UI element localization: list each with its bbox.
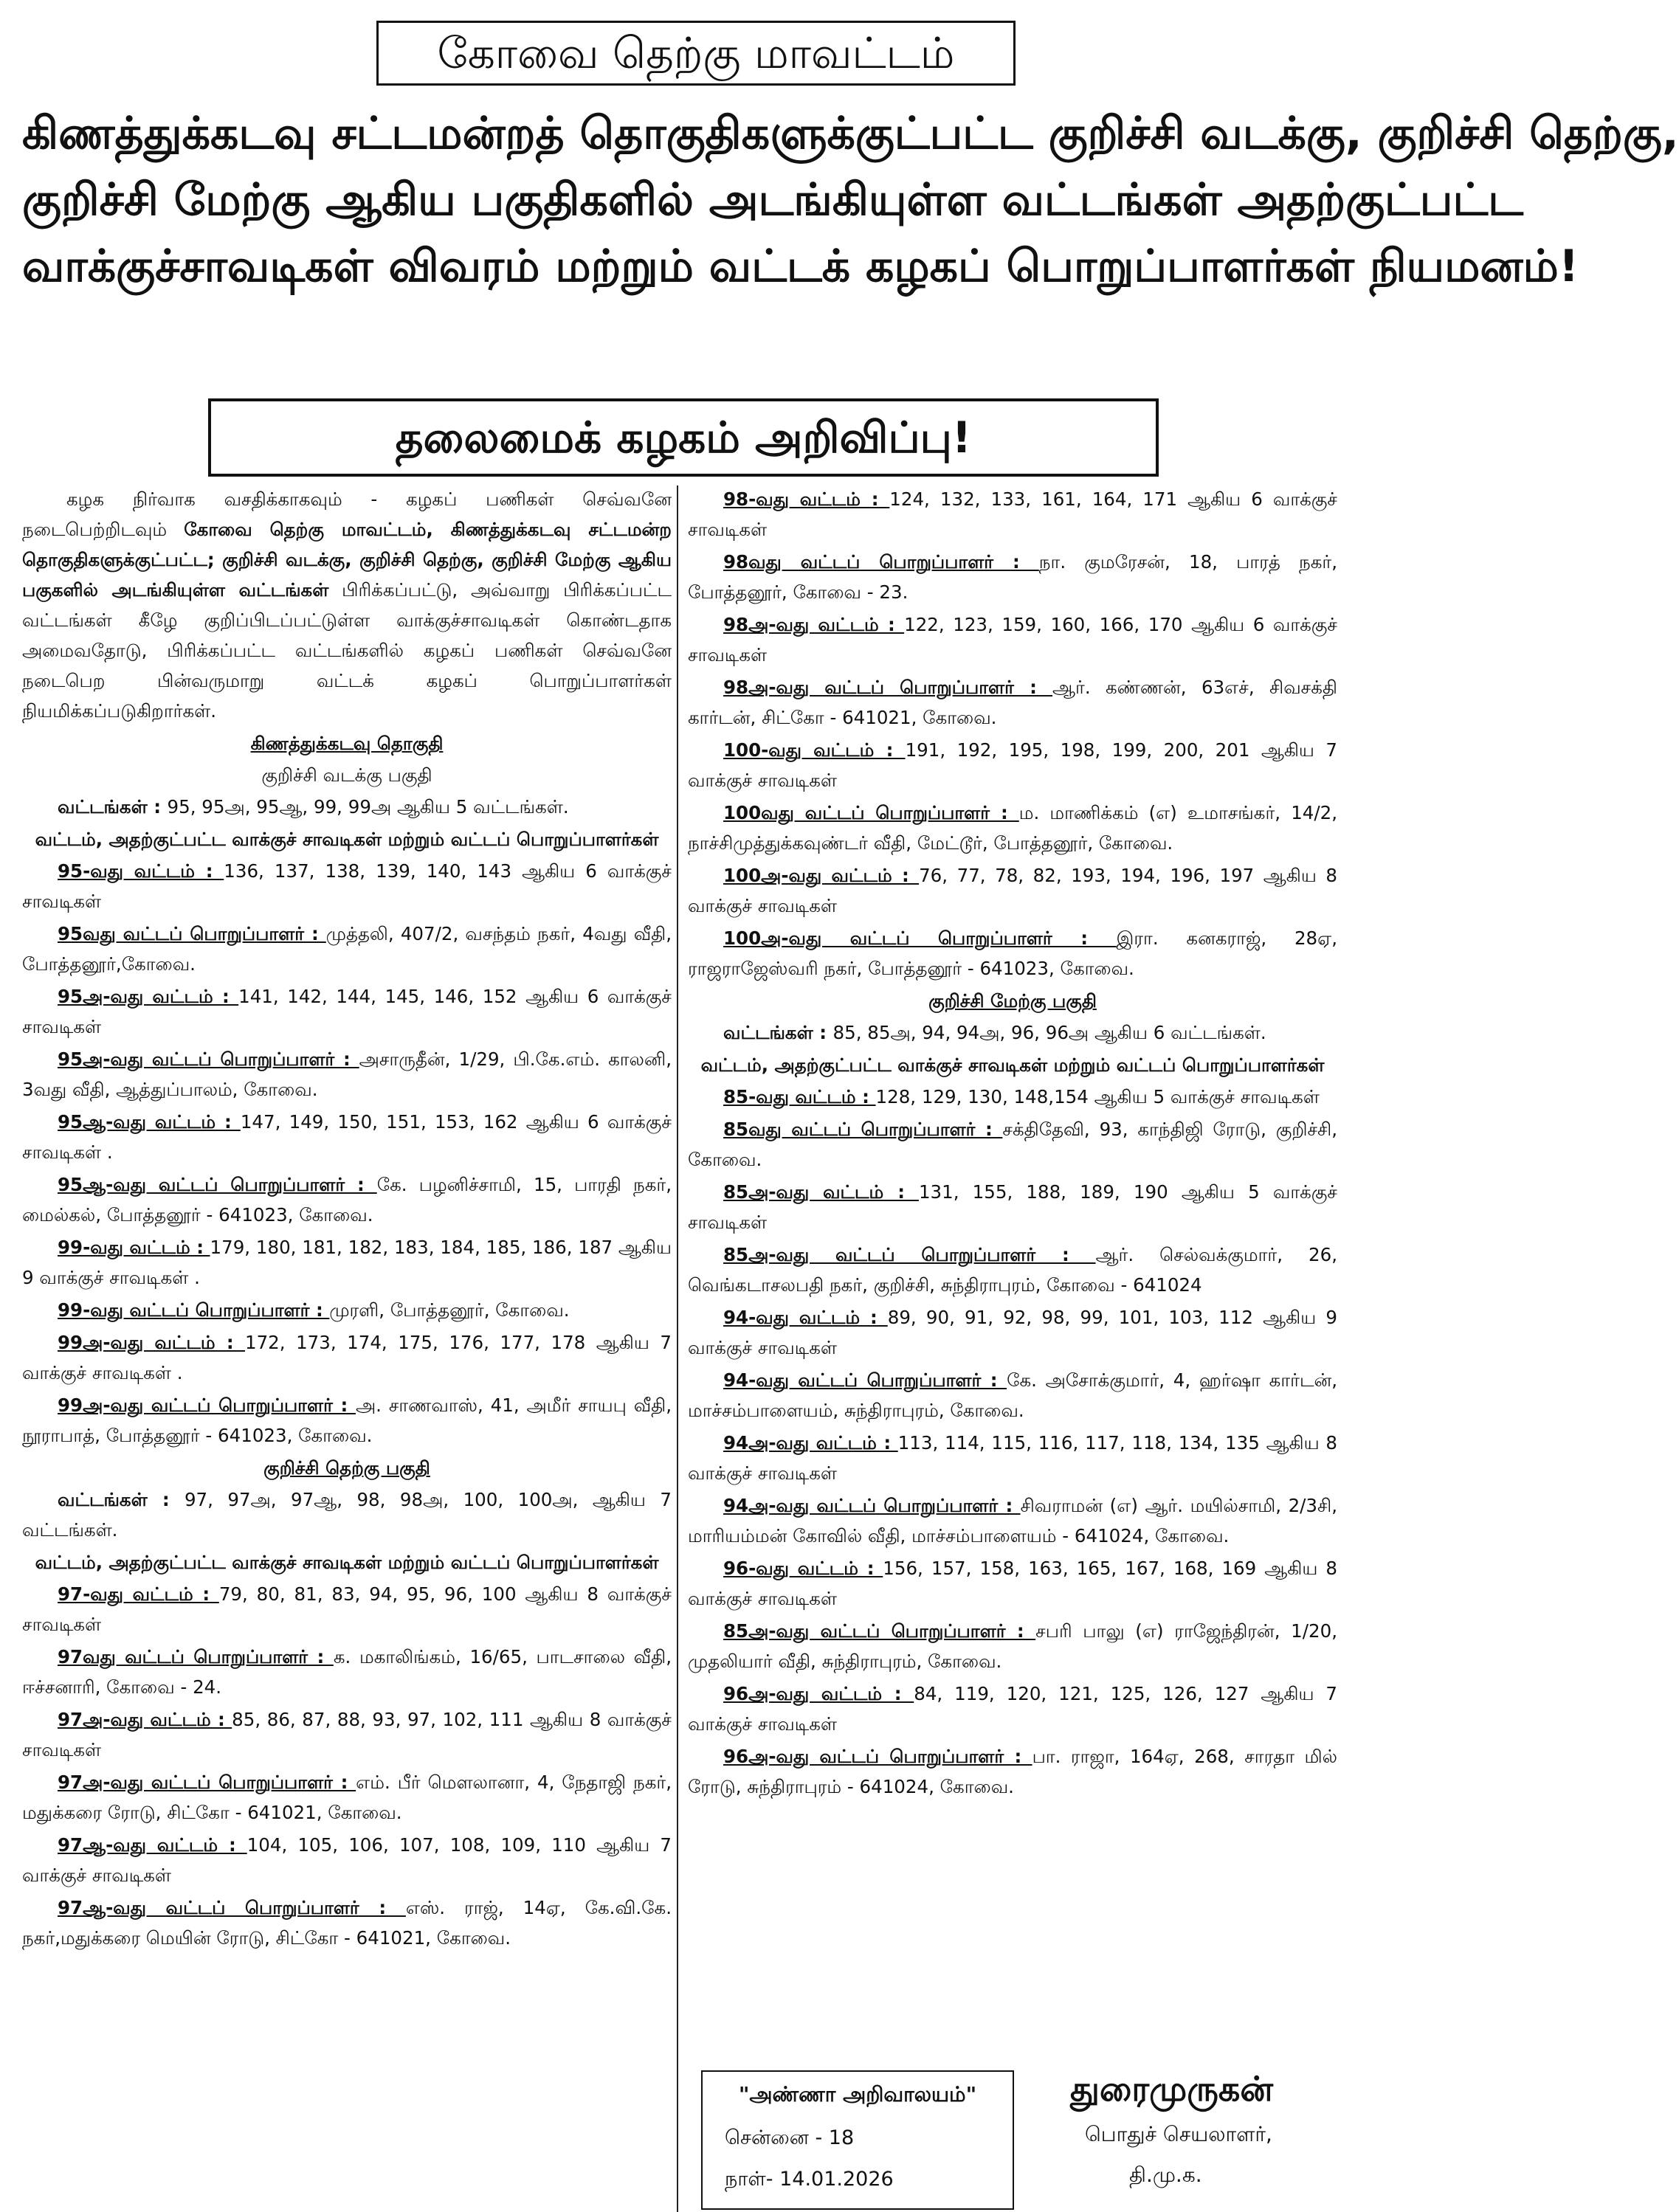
ward-entry-text: எம். பீர் மௌலானா, 4, நேதாஜி நகர், மதுக்கரை ரோடு, சிட்கோ - 641021, கோவை. <box>22 1772 672 1823</box>
ward-entry-label: 85அ-வது வட்டப் பொறுப்பாளர் : <box>723 1244 1096 1265</box>
wards-west <box>688 1017 1337 1048</box>
wards-south <box>22 1485 672 1545</box>
intro-text-c: பிரிக்கப்பட்டு, அவ்வாறு பிரிக்கப்பட்ட வட்டங்கள் கீழே குறிப்பிடப்பட்டுள்ள வாக்குச்சாவடிகள் கொண்டதாக அமைவதோடு, பிரிக்கப்பட்ட வட்டங்களில் கழகப் பணிகள் செவ்வனே நடைபெற பின்வருமாறு வட்டக் கழகப் பொறுப்பாளர்கள் நியமிக்கப்படுகிறார்கள். <box>22 579 672 722</box>
ward-entry-label: 100வது வட்டப் பொறுப்பாளர் : <box>723 802 1019 823</box>
subheading: வட்டம், அதற்குட்பட்ட வாக்குச் சாவடிகள் மற்றும் வட்டப் பொறுப்பாளர்கள் <box>35 829 659 850</box>
ward-entry <box>688 860 1337 921</box>
ward-entry <box>22 981 672 1042</box>
column-divider <box>677 485 678 2212</box>
ward-entry-text: 147, 149, 150, 151, 153, 162 ஆகிய 6 வாக்குச் சாவடிகள் . <box>22 1111 672 1163</box>
wards-label: வட்டங்கள் : <box>723 1022 833 1043</box>
ward-entry-label: 95வது வட்டப் பொறுப்பாளர் : <box>58 923 326 944</box>
ward-entry <box>688 1679 1337 1739</box>
ward-entry <box>22 1893 672 1953</box>
ward-entry-text: முரளி, போத்தனூர், கோவை. <box>329 1299 570 1321</box>
ward-entry-text: எஸ். ராஜ், 14ஏ, கே.வி.கே. நகர்,மதுக்கரை மெயின் ரோடு, சிட்கோ - 641021, கோவை. <box>22 1897 672 1949</box>
ward-entry <box>688 547 1337 607</box>
ward-entry-label: 100அ-வது வட்டம் : <box>723 865 920 886</box>
area-heading-north: குறிச்சி வடக்கு பகுதி <box>261 764 432 786</box>
ward-list-west <box>688 1082 1337 1802</box>
ward-entry-text: அசாருதீன், 1/29, பி.கே.எம். காலனி, 3வது வீதி, ஆத்துப்பாலம், கோவை. <box>22 1048 672 1100</box>
ward-entry-label: 100-வது வட்டம் : <box>723 739 906 761</box>
ward-entry <box>22 1642 672 1702</box>
ward-entry-label: 99-வது வட்டப் பொறுப்பாளர் : <box>58 1299 330 1321</box>
ward-entry-label: 99அ-வது வட்டம் : <box>58 1332 245 1353</box>
ward-entry <box>22 1169 672 1230</box>
ward-entry-label: 97ஆ-வது வட்டப் பொறுப்பாளர் : <box>58 1897 406 1918</box>
ward-entry-label: 95-வது வட்டம் : <box>58 860 224 882</box>
constituency-heading: கிணத்துக்கடவு தொகுதி <box>250 733 444 754</box>
ward-entry-text: 89, 90, 91, 92, 98, 99, 101, 103, 112 ஆகிய 9 வாக்குச் சாவடிகள் <box>688 1307 1337 1358</box>
ward-entry-text: 79, 80, 81, 83, 94, 95, 96, 100 ஆகிய 8 வாக்குச் சாவடிகள் <box>22 1583 672 1635</box>
ward-entry <box>688 609 1337 670</box>
ward-entry-label: 96அ-வது வட்டம் : <box>723 1683 914 1704</box>
ward-entry <box>22 1830 672 1890</box>
ward-entry <box>22 1390 672 1451</box>
ward-entry-text: 76, 77, 78, 82, 193, 194, 196, 197 ஆகிய 8 வாக்குச் சாவடிகள் <box>688 865 1338 916</box>
ward-entry-label: 97அ-வது வட்டப் பொறுப்பாளர் : <box>58 1772 356 1793</box>
ward-entry <box>22 1107 672 1167</box>
ward-entry-text: கே. பழனிச்சாமி, 15, பாரதி நகர், மைல்கல், போத்தனூர் - 641023, கோவை. <box>22 1174 672 1226</box>
intro-paragraph <box>22 484 672 726</box>
ward-entry <box>688 672 1337 733</box>
ward-entry-text: ஆர். செல்வக்குமார், 26, வெங்கடாசலபதி நகர், குறிச்சி, சுந்திராபுரம், கோவை - 641024 <box>688 1244 1338 1296</box>
ward-entry-label: 95அ-வது வட்டம் : <box>58 986 239 1007</box>
office-city: சென்னை - 18 <box>725 2126 855 2149</box>
ward-entry-label: 96அ-வது வட்டப் பொறுப்பாளர் : <box>723 1746 1032 1767</box>
ward-entry-text: அ. சாணவாஸ், 41, அமீர் சாயபு வீதி, நூராபாத், போத்தனூர் - 641023, கோவை. <box>22 1394 672 1446</box>
wards-text: 95, 95அ, 95ஆ, 99, 99அ ஆகிய 5 வட்டங்கள். <box>167 796 569 818</box>
headline-line-2: குறிச்சி மேற்கு ஆகிய பகுதிகளில் அடங்கியுள்ள வட்டங்கள் அதற்குட்பட்ட <box>22 174 1523 226</box>
ward-entry-text: கே. அசோக்குமார், 4, ஹர்ஷா கார்டன், மாச்சம்பாளையம், சுந்திராபுரம், கோவை. <box>688 1369 1337 1421</box>
ward-entry-label: 97அ-வது வட்டம் : <box>58 1709 232 1730</box>
ward-entry-text: இரா. கனகராஜ், 28ஏ, ராஜராஜேஸ்வரி நகர், போத்தனூர் - 641023, கோவை. <box>688 927 1337 979</box>
ward-entry-label: 97-வது வட்டம் : <box>58 1583 219 1605</box>
wards-label: வட்டங்கள் : <box>58 796 168 818</box>
district-title: கோவை தெற்கு மாவட்டம் <box>376 21 1016 86</box>
ward-entry-text: க. மகாலிங்கம், 16/65, பாடசாலை வீதி, ஈச்சனாரி, கோவை - 24. <box>22 1646 672 1698</box>
ward-entry-label: 95அ-வது வட்டப் பொறுப்பாளர் : <box>58 1048 359 1070</box>
signatory-name: துரைமுருகன் <box>1070 2069 1273 2109</box>
area-heading-west: குறிச்சி மேற்கு பகுதி <box>928 990 1097 1012</box>
ward-entry-text: ஆர். கண்ணன், 63எச், சிவசக்தி கார்டன், சிட்கோ - 641021, கோவை. <box>688 677 1337 728</box>
ward-entry <box>688 1082 1337 1112</box>
notice-date: நாள்- 14.01.2026 <box>725 2168 894 2191</box>
ward-entry-text: சிவராமன் (எ) ஆர். மயில்சாமி, 2/3சி, மாரியம்மன் கோவில் வீதி, மாச்சம்பாளையம் - 641024, கோவை. <box>688 1495 1337 1546</box>
ward-entry-label: 100அ-வது வட்டப் பொறுப்பாளர் : <box>723 927 1117 949</box>
headline-line-1: கிணத்துக்கடவு சட்டமன்றத் தொகுதிகளுக்குட்பட்ட குறிச்சி வடக்கு, குறிச்சி தெற்கு, <box>22 108 1679 159</box>
intro-text-a: கழக நிர்வாக வசதிக்காகவும் - கழகப் பணிகள் செவ்வனே நடைபெற்றிடவும் <box>22 488 672 540</box>
ward-entry-label: 85-வது வட்டம் : <box>723 1086 876 1107</box>
ward-entry-label: 85அ-வது வட்டம் : <box>723 1181 919 1203</box>
ward-entry-label: 94அ-வது வட்டப் பொறுப்பாளர் : <box>723 1495 1021 1516</box>
ward-entry-text: 191, 192, 195, 198, 199, 200, 201 ஆகிய 7 வாக்குச் சாவடிகள் <box>688 739 1337 791</box>
ward-entry-label: 99அ-வது வட்டப் பொறுப்பாளர் : <box>58 1394 356 1416</box>
ward-entry <box>688 735 1337 795</box>
wards-text: 97, 97அ, 97ஆ, 98, 98அ, 100, 100அ, ஆகிய 7 வட்டங்கள். <box>22 1489 672 1541</box>
ward-entry-text: சக்திதேவி, 93, காந்திஜி ரோடு, குறிச்சி, கோவை. <box>688 1119 1338 1170</box>
notice-page <box>15 13 1679 2197</box>
ward-entry-text: சபரி பாலு (எ) ராஜேந்திரன், 1/20, முதலியார் வீதி, சுந்திராபுரம், கோவை. <box>688 1620 1337 1672</box>
ward-entry <box>22 1767 672 1828</box>
subheading: வட்டம், அதற்குட்பட்ட வாக்குச் சாவடிகள் மற்றும் வட்டப் பொறுப்பாளர்கள் <box>700 1054 1325 1076</box>
left-column <box>22 484 672 1955</box>
ward-entry-text: 172, 173, 174, 175, 176, 177, 178 ஆகிய 7 வாக்குச் சாவடிகள் . <box>22 1332 672 1383</box>
ward-entry <box>688 1741 1337 1802</box>
ward-entry-text: 124, 132, 133, 161, 164, 171 ஆகிய 6 வாக்குச் சாவடிகள் <box>688 488 1337 540</box>
ward-entry <box>22 856 672 916</box>
ward-entry-text: 84, 119, 120, 121, 125, 126, 127 ஆகிய 7 வாக்குச் சாவடிகள் <box>688 1683 1337 1735</box>
notice-title: தலைமைக் கழகம் அறிவிப்பு! <box>208 398 1159 477</box>
footer <box>701 2063 1336 2211</box>
ward-entry <box>688 1616 1337 1676</box>
party-name: தி.மு.க. <box>1129 2163 1202 2187</box>
ward-list-south-cont <box>688 484 1337 984</box>
ward-entry <box>22 1579 672 1639</box>
ward-entry <box>22 1295 672 1325</box>
ward-entry-text: 156, 157, 158, 163, 165, 167, 168, 169 ஆகிய 8 வாக்குச் சாவடிகள் <box>688 1558 1337 1609</box>
ward-list-south <box>22 1579 672 1953</box>
ward-entry <box>22 1327 672 1388</box>
ward-entry-text: 128, 129, 130, 148,154 ஆகிய 5 வாக்குச் சாவடிகள் <box>875 1086 1320 1107</box>
ward-entry-text: 136, 137, 138, 139, 140, 143 ஆகிய 6 வாக்குச் சாவடிகள் <box>22 860 672 912</box>
ward-entry <box>688 1114 1337 1175</box>
ward-entry <box>688 1553 1337 1614</box>
signatory-role: பொதுச் செயலாளர், <box>1085 2122 1272 2146</box>
ward-entry <box>688 798 1337 858</box>
headline-line-3: வாக்குச்சாவடிகள் விவரம் மற்றும் வட்டக் கழகப் பொறுப்பாளர்கள் நியமனம்! <box>22 241 1579 292</box>
ward-entry <box>22 1044 672 1105</box>
ward-entry-label: 98வது வட்டப் பொறுப்பாளர் : <box>723 551 1039 573</box>
ward-entry <box>688 1428 1337 1488</box>
ward-entry-label: 97வது வட்டப் பொறுப்பாளர் : <box>58 1646 334 1667</box>
ward-entry-label: 99-வது வட்டம் : <box>58 1237 210 1258</box>
ward-entry <box>22 1232 672 1293</box>
wards-label: வட்டங்கள் : <box>58 1489 185 1510</box>
ward-entry <box>688 1177 1337 1237</box>
ward-list-north <box>22 856 672 1451</box>
ward-entry-text: 85, 86, 87, 88, 93, 97, 102, 111 ஆகிய 8 வாக்குச் சாவடிகள் <box>22 1709 672 1760</box>
ward-entry <box>688 923 1337 984</box>
ward-entry-text: 104, 105, 106, 107, 108, 109, 110 ஆகிய 7 வாக்குச் சாவடிகள் <box>22 1834 672 1886</box>
office-name: "அண்ணா அறிவாலயம்" <box>738 2082 977 2106</box>
area-heading-south: குறிச்சி தெற்கு பகுதி <box>263 1457 430 1479</box>
ward-entry-label: 85அ-வது வட்டப் பொறுப்பாளர் : <box>723 1620 1036 1642</box>
ward-entry <box>22 919 672 979</box>
ward-entry-text: பா. ராஜா, 164ஏ, 268, சாரதா மில் ரோடு, சுந்திராபுரம் - 641024, கோவை. <box>688 1746 1337 1797</box>
ward-entry-label: 98அ-வது வட்டம் : <box>723 614 905 635</box>
ward-entry-label: 85வது வட்டப் பொறுப்பாளர் : <box>723 1119 1003 1140</box>
subheading: வட்டம், அதற்குட்பட்ட வாக்குச் சாவடிகள் மற்றும் வட்டப் பொறுப்பாளர்கள் <box>35 1552 659 1573</box>
headline <box>22 100 1679 300</box>
ward-entry <box>688 1490 1337 1551</box>
ward-entry <box>688 1365 1337 1425</box>
ward-entry-label: 95ஆ-வது வட்டம் : <box>58 1111 241 1133</box>
ward-entry <box>688 1240 1337 1300</box>
ward-entry-label: 96-வது வட்டம் : <box>723 1558 883 1579</box>
office-box <box>701 2070 1014 2210</box>
ward-entry-text: ம. மாணிக்கம் (எ) உமாசங்கர், 14/2, நாச்சிமுத்துக்கவுண்டர் வீதி, மேட்டூர், போத்தனூர், கோவை. <box>688 802 1338 854</box>
ward-entry-label: 94அ-வது வட்டம் : <box>723 1432 898 1454</box>
ward-entry-label: 95ஆ-வது வட்டப் பொறுப்பாளர் : <box>58 1174 377 1195</box>
ward-entry-text: முத்தலி, 407/2, வசந்தம் நகர், 4வது வீதி, போத்தனூர்,கோவை. <box>22 923 672 975</box>
ward-entry-text: 113, 114, 115, 116, 117, 118, 134, 135 ஆகிய 8 வாக்குச் சாவடிகள் <box>688 1432 1337 1484</box>
ward-entry-text: 131, 155, 188, 189, 190 ஆகிய 5 வாக்குச் சாவடிகள் <box>688 1181 1337 1233</box>
ward-entry <box>688 1302 1337 1363</box>
ward-entry-label: 94-வது வட்டம் : <box>723 1307 888 1328</box>
ward-entry-text: 141, 142, 144, 145, 146, 152 ஆகிய 6 வாக்குச் சாவடிகள் <box>22 986 672 1037</box>
wards-text: 85, 85அ, 94, 94அ, 96, 96அ ஆகிய 6 வட்டங்கள். <box>832 1022 1266 1043</box>
ward-entry <box>688 484 1337 545</box>
ward-entry-text: 179, 180, 181, 182, 183, 184, 185, 186, 187 ஆகிய 9 வாக்குச் சாவடிகள் . <box>22 1237 672 1288</box>
ward-entry-text: நா. குமரேசன், 18, பாரத் நகர், போத்தனூர், கோவை - 23. <box>688 551 1337 603</box>
ward-entry-label: 98அ-வது வட்டப் பொறுப்பாளர் : <box>723 677 1053 698</box>
ward-entry <box>22 1704 672 1765</box>
ward-entry-text: 122, 123, 159, 160, 166, 170 ஆகிய 6 வாக்குச் சாவடிகள் <box>688 614 1338 666</box>
intro-text-b: கோவை தெற்கு மாவட்டம், கிணத்துக்கடவு சட்டமன்ற தொகுதிகளுக்குட்பட்ட; குறிச்சி வடக்கு, குறிச்சி தெற்கு, குறிச்சி மேற்கு ஆகிய பகுகளில் அடங்கியுள்ள வட்டங்கள் <box>22 519 672 601</box>
right-column <box>688 484 1337 1804</box>
ward-entry-label: 98-வது வட்டம் : <box>723 488 890 510</box>
wards-north <box>22 792 672 822</box>
ward-entry-label: 97ஆ-வது வட்டம் : <box>58 1834 247 1856</box>
ward-entry-label: 94-வது வட்டப் பொறுப்பாளர் : <box>723 1369 1007 1391</box>
